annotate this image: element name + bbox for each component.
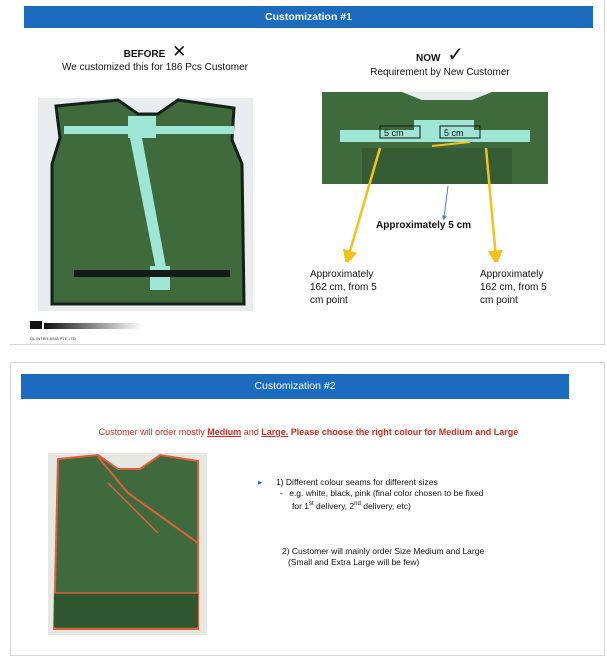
arrow-center xyxy=(444,186,448,218)
approx-left-line-1: Approximately xyxy=(310,269,374,280)
point-1-dash: - xyxy=(280,488,283,498)
before-caption: We customized this for 186 Pcs Customer xyxy=(62,62,248,73)
slide-customization-2 xyxy=(10,362,605,656)
arrow-right xyxy=(486,148,496,258)
headline-part-2: and xyxy=(241,427,262,437)
company-logo xyxy=(30,318,142,341)
point-1-sub-line-2-a: for 1 xyxy=(292,500,310,511)
cross-icon: ✕ xyxy=(172,42,187,61)
point-1-sub xyxy=(280,488,586,499)
approx-right-text xyxy=(480,268,547,307)
approx-right-line-3: cm point xyxy=(480,295,518,306)
headline xyxy=(11,427,606,437)
point-1-sub-line-2 xyxy=(292,499,586,512)
check-icon: ✓ xyxy=(447,44,464,66)
point-1-sup-2: nd xyxy=(354,501,361,507)
now-label: NOW xyxy=(416,53,441,64)
vest-photo-2 xyxy=(48,453,207,635)
arrow-left xyxy=(348,148,380,258)
approx-center-label: Approximately 5 cm xyxy=(376,220,472,231)
headline-part-3: Please choose the right colour for Medium and Large xyxy=(288,427,519,437)
point-1-sub-line-1: e.g. white, black, pink (final color chosen to be fixed xyxy=(289,488,484,498)
headline-part-1: Customer will order mostly xyxy=(98,427,208,437)
measure-left-label: 5 cm xyxy=(384,128,404,138)
approx-left-text xyxy=(310,268,377,307)
now-header xyxy=(340,42,540,78)
point-1-text: 1) Different colour seams for different sizes xyxy=(276,477,438,487)
headline-large: Large. xyxy=(261,427,289,437)
point-1-sub-line-2-b: delivery, 2 xyxy=(313,500,355,511)
slide-title-bar xyxy=(21,374,569,399)
before-label: BEFORE xyxy=(123,49,166,60)
before-vest-photo xyxy=(38,98,253,311)
logo-text: GL INTER-ASIA PTE LTD xyxy=(30,336,76,341)
slide-title: Customization #2 xyxy=(254,380,336,392)
slide-title-bar xyxy=(24,6,593,28)
approx-right-line-1: Approximately xyxy=(480,269,544,280)
annotation-arrows xyxy=(300,140,540,262)
approx-left-line-2: 162 cm, from 5 xyxy=(310,282,377,293)
slide-customization-1 xyxy=(10,0,605,345)
bullet-point-1 xyxy=(258,477,586,512)
headline-medium: Medium xyxy=(207,427,242,437)
approx-right-line-2: 162 cm, from 5 xyxy=(480,282,547,293)
now-caption: Requirement by New Customer xyxy=(370,67,510,78)
approx-left-line-3: cm point xyxy=(310,295,348,306)
bullet-arrow-icon: ▸ xyxy=(258,477,263,487)
measure-right-label: 5 cm xyxy=(444,128,464,138)
bullet-point-2 xyxy=(282,546,582,568)
point-1-sup-1: st xyxy=(309,501,314,507)
point-2-line-2: (Small and Extra Large will be few) xyxy=(288,557,420,567)
logo-mark-icon xyxy=(30,321,142,331)
before-header xyxy=(40,42,270,73)
point-2-line-1: 2) Customer will mainly order Size Medium and Large xyxy=(282,546,485,556)
slide-title: Customization #1 xyxy=(265,11,352,23)
point-1-sub-line-2-c: delivery, etc) xyxy=(360,500,411,511)
